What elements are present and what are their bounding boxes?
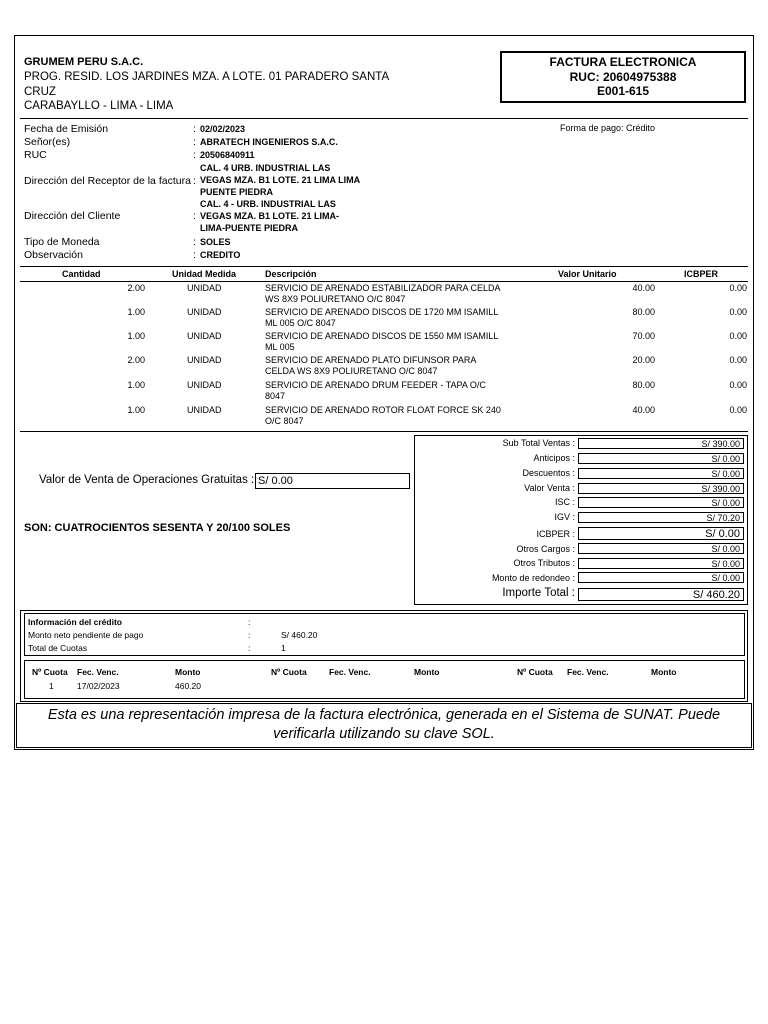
cell-unidad: UNIDAD <box>187 307 222 317</box>
dir-cliente-line: LIMA-PUENTE PIEDRA <box>200 223 299 233</box>
colon: : <box>193 210 196 222</box>
colon: : <box>193 175 196 187</box>
total-value: S/ 0.00 <box>578 468 744 479</box>
moneda-value: SOLES <box>200 237 231 247</box>
ruc-label: RUC <box>24 149 47 161</box>
cuota-header-n: Nº Cuota <box>517 667 553 677</box>
dir-receptor-line: PUENTE PIEDRA <box>200 187 274 197</box>
cell-unidad: UNIDAD <box>187 380 222 390</box>
cell-icbper: 0.00 <box>729 380 747 390</box>
dir-cliente-label: Dirección del Cliente <box>24 210 121 222</box>
gratuitas-label: Valor de Venta de Operaciones Gratuitas : <box>39 474 255 486</box>
desc-line: ML 005 O/C 8047 <box>265 318 336 328</box>
invoice-id-box <box>500 51 746 103</box>
cell-cantidad: 1.00 <box>127 380 145 390</box>
company-address-line: CARABAYLLO - LIMA - LIMA <box>24 100 174 112</box>
total-label: Monto de redondeo : <box>491 573 575 583</box>
cuota-header-n: Nº Cuota <box>32 667 68 677</box>
cuota-header-fec: Fec. Venc. <box>567 667 609 677</box>
cell-valor: 70.00 <box>632 331 655 341</box>
divider <box>20 281 748 282</box>
colon: : <box>193 123 196 135</box>
company-address-line: CRUZ <box>24 85 56 98</box>
company-address-line: PROG. RESID. LOS JARDINES MZA. A LOTE. 01 PARADERO SANTA <box>24 71 390 83</box>
cell-icbper: 0.00 <box>729 405 747 415</box>
desc-line: SERVICIO DE ARENADO ESTABILIZADOR PARA CELDA <box>265 283 501 293</box>
desc-line: SERVICIO DE ARENADO PLATO DIFUNSOR PARA <box>265 355 477 365</box>
total-label: ISC : <box>554 497 575 507</box>
col-header-icbper: ICBPER <box>684 269 719 279</box>
dir-cliente-line: VEGAS MZA. B1 LOTE. 21 LIMA- <box>200 211 340 221</box>
cell-cantidad: 1.00 <box>127 307 145 317</box>
cuota-monto: 460.20 <box>175 681 201 691</box>
total-label: Valor Venta : <box>524 483 575 493</box>
cell-unidad: UNIDAD <box>187 355 222 365</box>
total-value: S/ 0.00 <box>578 572 744 583</box>
total-label: Sub Total Ventas : <box>502 438 575 448</box>
table-row <box>20 380 748 404</box>
cuota-n: 1 <box>49 681 54 691</box>
total-label: ICBPER : <box>536 529 575 539</box>
total-value: S/ 0.00 <box>578 497 744 508</box>
total-value: S/ 0.00 <box>578 558 744 569</box>
total-value: S/ 0.00 <box>578 527 744 540</box>
cell-icbper: 0.00 <box>729 307 747 317</box>
cell-descripcion <box>265 380 486 402</box>
cuota-header-monto: Monto <box>175 667 201 677</box>
cell-descripcion <box>265 331 498 353</box>
desc-line: SERVICIO DE ARENADO ROTOR FLOAT FORCE SK 240 <box>265 405 501 415</box>
cell-cantidad: 1.00 <box>127 331 145 341</box>
cell-icbper: 0.00 <box>729 283 747 293</box>
credit-cuotas-value: 1 <box>281 643 286 653</box>
cell-unidad: UNIDAD <box>187 283 222 293</box>
total-value: S/ 460.20 <box>578 588 744 601</box>
total-label: Otros Cargos : <box>516 544 575 554</box>
table-row <box>20 307 748 331</box>
cell-descripcion <box>265 405 501 427</box>
desc-line: O/C 8047 <box>265 416 304 426</box>
col-header-unidad: Unidad Medida <box>172 269 237 279</box>
cuota-header-monto: Monto <box>651 667 677 677</box>
col-header-descripcion: Descripción <box>265 269 317 279</box>
ruc-value: 20506840911 <box>200 150 255 160</box>
cuota-header-monto: Monto <box>414 667 440 677</box>
cell-descripcion <box>265 283 501 305</box>
total-label: Otros Tributos : <box>513 558 575 568</box>
cell-valor: 40.00 <box>632 405 655 415</box>
dir-receptor-label: Dirección del Receptor de la factura <box>24 175 191 187</box>
cell-valor: 80.00 <box>632 380 655 390</box>
fecha-value: 02/02/2023 <box>200 124 246 134</box>
cell-cantidad: 2.00 <box>127 283 145 293</box>
fecha-label: Fecha de Emisión <box>24 123 109 135</box>
cell-unidad: UNIDAD <box>187 405 222 415</box>
total-value: S/ 390.00 <box>578 438 744 449</box>
cell-cantidad: 2.00 <box>127 355 145 365</box>
cell-valor: 80.00 <box>632 307 655 317</box>
colon: : <box>248 630 251 640</box>
forma-pago: Forma de pago: Crédito <box>560 123 656 133</box>
colon: : <box>248 643 251 653</box>
credit-title: Información del crédito <box>28 617 122 627</box>
cuota-header-fec: Fec. Venc. <box>329 667 371 677</box>
table-row <box>20 283 748 307</box>
total-value: S/ 0.00 <box>578 453 744 464</box>
desc-line: 8047 <box>265 391 286 401</box>
desc-line: SERVICIO DE ARENADO DISCOS DE 1720 MM ISAMILL <box>265 307 499 317</box>
col-header-valor: Valor Unitario <box>558 269 617 279</box>
senores-label: Señor(es) <box>24 136 71 148</box>
cell-valor: 20.00 <box>632 355 655 365</box>
invoice-type: FACTURA ELECTRONICA <box>549 55 697 69</box>
obs-label: Observación <box>24 249 83 261</box>
cuota-fec: 17/02/2023 <box>77 681 120 691</box>
cell-valor: 40.00 <box>632 283 655 293</box>
dir-receptor-line: VEGAS MZA. B1 LOTE. 21 LIMA LIMA <box>200 175 361 185</box>
table-row <box>20 331 748 355</box>
moneda-label: Tipo de Moneda <box>24 236 100 248</box>
colon: : <box>193 236 196 248</box>
invoice-number: E001-615 <box>596 84 650 98</box>
credit-monto-label: Monto neto pendiente de pago <box>28 630 144 640</box>
cuotas-box <box>24 660 745 699</box>
divider <box>20 118 748 119</box>
desc-line: ML 005 <box>265 342 295 352</box>
cell-cantidad: 1.00 <box>127 405 145 415</box>
colon: : <box>193 149 196 161</box>
total-label: Importe Total : <box>502 587 575 599</box>
cuota-header-fec: Fec. Venc. <box>77 667 119 677</box>
colon: : <box>248 617 251 627</box>
desc-line: WS 8X9 POLIURETANO O/C 8047 <box>265 294 406 304</box>
total-value: S/ 390.00 <box>578 483 744 494</box>
amount-in-words: SON: CUATROCIENTOS SESENTA Y 20/100 SOLES <box>24 522 291 534</box>
col-header-cantidad: Cantidad <box>62 269 101 279</box>
desc-line: SERVICIO DE ARENADO DISCOS DE 1550 MM ISAMILL <box>265 331 499 341</box>
divider <box>20 431 748 432</box>
company-name: GRUMEM PERU S.A.C. <box>24 56 144 68</box>
total-label: Anticipos : <box>533 453 575 463</box>
divider <box>20 266 748 267</box>
table-row <box>20 405 748 429</box>
cell-icbper: 0.00 <box>729 355 747 365</box>
desc-line: SERVICIO DE ARENADO DRUM FEEDER - TAPA O/C <box>265 380 486 390</box>
credit-monto-value: S/ 460.20 <box>281 630 318 640</box>
cell-descripcion <box>265 307 498 329</box>
obs-value: CREDITO <box>200 250 241 260</box>
cell-descripcion <box>265 355 476 377</box>
total-value: S/ 0.00 <box>578 543 744 554</box>
credit-cuotas-label: Total de Cuotas <box>28 643 88 653</box>
company-address <box>24 70 424 114</box>
total-label: Descuentos : <box>522 468 575 478</box>
desc-line: CELDA WS 8X9 POLIURETANO O/C 8047 <box>265 366 438 376</box>
table-row <box>20 355 748 379</box>
colon: : <box>193 249 196 261</box>
footer-legend: Esta es una representación impresa de la factura electrónica, generada en el Sistema de SUNAT. Puede verificarla utilizando su clave SOL. <box>47 707 721 742</box>
cell-unidad: UNIDAD <box>187 331 222 341</box>
dir-cliente-line: CAL. 4 - URB. INDUSTRIAL LAS <box>200 199 336 209</box>
gratuitas-value: S/ 0.00 <box>255 473 410 489</box>
total-value: S/ 70.20 <box>578 512 744 523</box>
dir-receptor-line: CAL. 4 URB. INDUSTRIAL LAS <box>200 163 331 173</box>
cell-icbper: 0.00 <box>729 331 747 341</box>
total-label: IGV : <box>554 512 575 522</box>
colon: : <box>193 136 196 148</box>
cuota-header-n: Nº Cuota <box>271 667 307 677</box>
senores-value: ABRATECH INGENIEROS S.A.C. <box>200 137 338 147</box>
invoice-ruc: RUC: 20604975388 <box>569 69 677 84</box>
